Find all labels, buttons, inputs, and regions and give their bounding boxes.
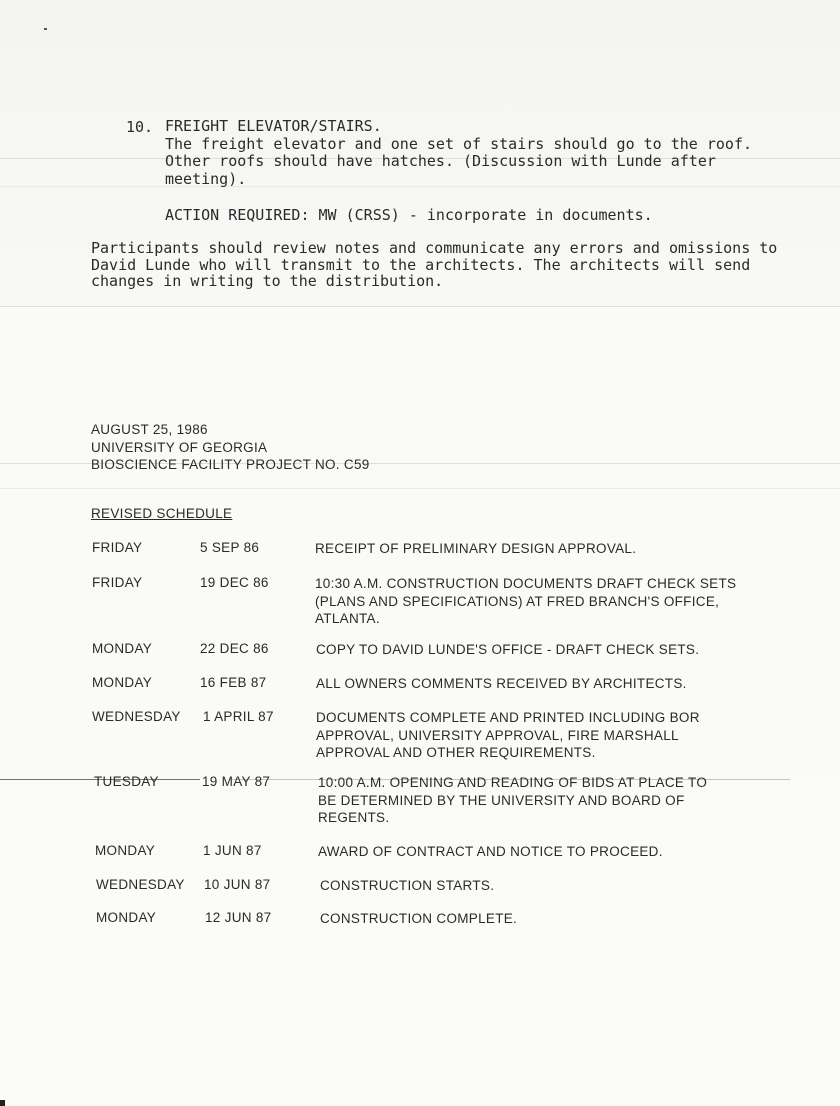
scan-artifact-line (0, 306, 840, 307)
scan-speck (44, 28, 47, 30)
item-title: FREIGHT ELEVATOR/STAIRS. (165, 117, 382, 135)
row-date: 10 JUN 87 (204, 877, 271, 892)
row-day: MONDAY (95, 843, 156, 858)
row-date: 22 DEC 86 (200, 641, 269, 656)
header-organization: UNIVERSITY OF GEORGIA (91, 439, 268, 455)
event-line: APPROVAL, UNIVERSITY APPROVAL, FIRE MARSHALL (316, 727, 679, 743)
event-line: CONSTRUCTION STARTS. (320, 878, 495, 893)
row-event (316, 675, 687, 693)
item-block (165, 118, 752, 188)
row-date: 19 MAY 87 (202, 774, 271, 789)
row-date: 1 JUN 87 (203, 843, 262, 858)
event-line: (PLANS AND SPECIFICATIONS) AT FRED BRANCH'S OFFICE, (315, 593, 720, 609)
paragraph-line: changes in writing to the distribution. (91, 272, 444, 290)
paragraph-line: David Lunde who will transmit to the architects. The architects will send (91, 255, 751, 274)
schedule-title: REVISED SCHEDULE (91, 506, 233, 521)
row-event (316, 709, 700, 762)
event-line: CONSTRUCTION COMPLETE. (320, 911, 518, 926)
row-day: WEDNESDAY (96, 877, 185, 892)
event-line: APPROVAL AND OTHER REQUIREMENTS. (316, 745, 596, 760)
row-event (315, 540, 636, 558)
row-day: FRIDAY (92, 575, 143, 590)
event-line: AWARD OF CONTRACT AND NOTICE TO PROCEED. (318, 844, 663, 859)
item-line: The freight elevator and one set of stairs should go to the roof. (165, 134, 752, 153)
schedule-header (91, 421, 370, 474)
paragraph-line: Participants should review notes and communicate any errors and omissions to (91, 239, 778, 257)
event-line: COPY TO DAVID LUNDE'S OFFICE - DRAFT CHECK SETS. (316, 642, 700, 657)
row-date: 16 FEB 87 (200, 675, 267, 690)
row-date: 5 SEP 86 (200, 540, 260, 555)
row-event (320, 910, 517, 928)
event-line: 10:30 A.M. CONSTRUCTION DOCUMENTS DRAFT CHECK SETS (315, 576, 737, 591)
row-event (318, 774, 707, 827)
event-line: 10:00 A.M. OPENING AND READING OF BIDS AT PLACE TO (318, 775, 708, 790)
row-day: MONDAY (92, 641, 153, 656)
row-day: MONDAY (92, 675, 153, 690)
action-required: ACTION REQUIRED: MW (CRSS) - incorporate in documents. (165, 206, 653, 224)
row-event (316, 641, 699, 659)
row-date: 19 DEC 86 (200, 575, 269, 590)
event-line: DOCUMENTS COMPLETE AND PRINTED INCLUDING BOR (316, 710, 700, 725)
row-event (320, 877, 494, 895)
event-line: BE DETERMINED BY THE UNIVERSITY AND BOARD OF (318, 792, 685, 808)
row-day: MONDAY (96, 910, 157, 925)
row-date: 12 JUN 87 (205, 910, 272, 925)
event-line: ATLANTA. (315, 611, 380, 626)
event-line: RECEIPT OF PRELIMINARY DESIGN APPROVAL. (315, 541, 637, 556)
item-number: 10. (126, 118, 154, 136)
header-project: BIOSCIENCE FACILITY PROJECT NO. C59 (91, 457, 370, 472)
row-day: FRIDAY (92, 540, 143, 555)
item-line: meeting). (165, 169, 247, 188)
scan-edge-mark (0, 1100, 5, 1106)
participants-paragraph (91, 240, 777, 290)
item-line: Other roofs should have hatches. (Discussion with Lunde after (165, 152, 716, 170)
row-day: WEDNESDAY (92, 709, 181, 724)
row-date: 1 APRIL 87 (203, 709, 274, 724)
header-date: AUGUST 25, 1986 (91, 422, 208, 437)
scan-artifact-line (0, 488, 840, 489)
event-line: REGENTS. (318, 810, 390, 825)
row-event (318, 843, 663, 861)
event-line: ALL OWNERS COMMENTS RECEIVED BY ARCHITECTS. (316, 676, 687, 691)
row-event (315, 575, 736, 628)
row-day: TUESDAY (94, 774, 159, 789)
